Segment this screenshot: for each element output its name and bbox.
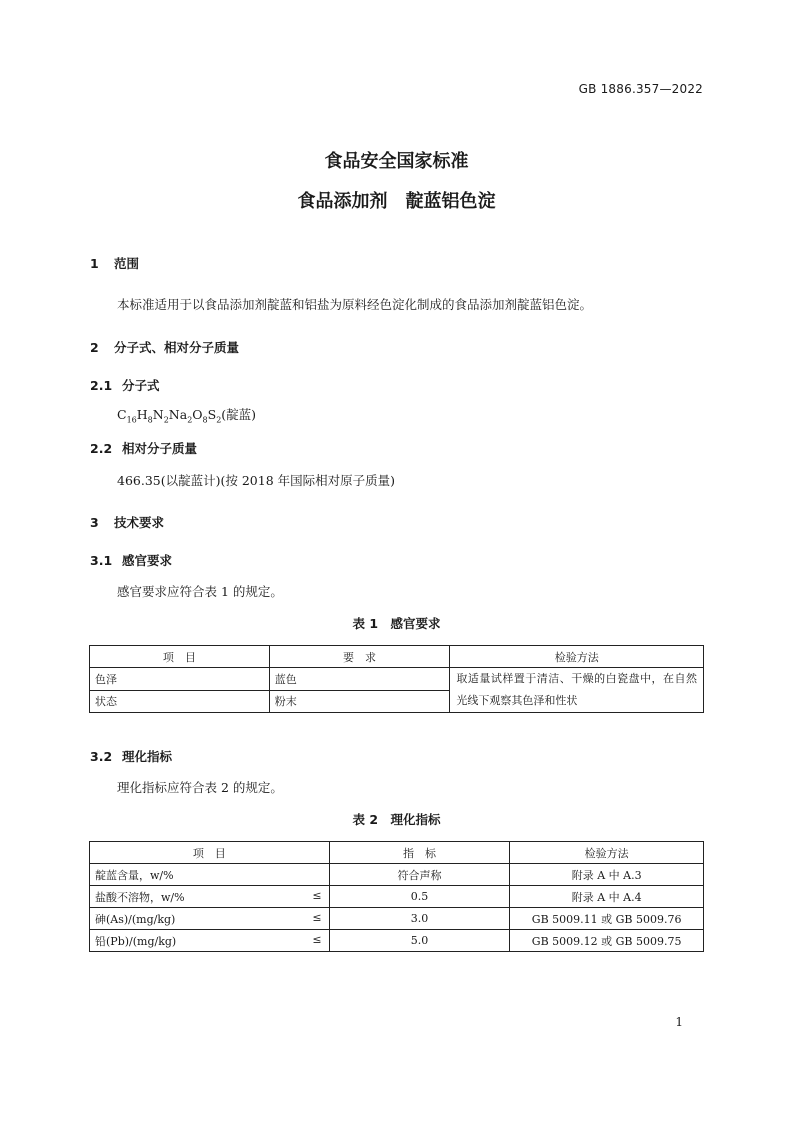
section-3-2-text: 理化指标应符合表 2 的规定。 bbox=[117, 780, 283, 795]
method-cell: GB 5009.12 或 GB 5009.75 bbox=[510, 930, 704, 952]
section-2-2-heading bbox=[90, 439, 197, 457]
section-3-heading bbox=[90, 513, 164, 531]
section-number: 3.2 bbox=[90, 749, 113, 764]
table-header-row bbox=[90, 646, 704, 668]
section-title: 相对分子质量 bbox=[122, 441, 198, 456]
physicochemical-indicators-table bbox=[89, 841, 704, 952]
molecular-formula: $C_{16}H_8N_2Na_2O_8S_2$(靛蓝) bbox=[117, 407, 257, 425]
document-title: 食品安全国家标准 bbox=[324, 151, 469, 172]
item-cell: 盐酸不溶物，w/% ≤ bbox=[90, 886, 330, 908]
section-3-1-heading bbox=[90, 551, 172, 569]
section-number: 3.1 bbox=[90, 553, 113, 568]
section-title: 分子式 bbox=[122, 378, 160, 393]
table-2-caption: 表 2 理化指标 bbox=[352, 812, 441, 827]
section-2-1-heading bbox=[90, 376, 160, 394]
section-3-1-text: 感官要求应符合表 1 的规定。 bbox=[117, 584, 283, 599]
section-title: 理化指标 bbox=[122, 749, 173, 764]
sensory-requirements-table bbox=[89, 645, 704, 713]
item-cell: 靛蓝含量，w/% bbox=[90, 864, 330, 886]
section-title: 范围 bbox=[114, 256, 140, 271]
value-cell: 3.0 bbox=[329, 908, 510, 930]
document-subtitle: 食品添加剂 靛蓝铝色淀 bbox=[297, 191, 496, 212]
value-cell: 符合声称 bbox=[329, 864, 510, 886]
column-header: 指 标 bbox=[329, 842, 510, 864]
item-cell: 铅(Pb)/(mg/kg) ≤ bbox=[90, 930, 330, 952]
table-row bbox=[90, 864, 704, 886]
section-number: 2.1 bbox=[90, 378, 113, 393]
section-1-heading bbox=[90, 254, 139, 272]
table-row bbox=[90, 908, 704, 930]
method-cell: 取适量试样置于清洁、干燥的白瓷盘中，在自然光线下观察其色泽和性状 bbox=[450, 668, 704, 713]
section-number: 2.2 bbox=[90, 441, 113, 456]
section-title: 技术要求 bbox=[114, 515, 165, 530]
section-number: 2 bbox=[90, 340, 99, 355]
section-number: 3 bbox=[90, 515, 99, 530]
section-title: 分子式、相对分子质量 bbox=[114, 340, 240, 355]
column-header: 要 求 bbox=[269, 646, 450, 668]
value-cell: 0.5 bbox=[329, 886, 510, 908]
section-title: 感官要求 bbox=[122, 553, 173, 568]
table-row bbox=[90, 930, 704, 952]
standard-number: GB 1886.357—2022 bbox=[578, 82, 703, 96]
page-number: 1 bbox=[675, 1015, 683, 1029]
table-row bbox=[90, 886, 704, 908]
column-header: 项 目 bbox=[90, 842, 330, 864]
item-cell: 色泽 bbox=[90, 668, 270, 691]
section-3-2-heading bbox=[90, 747, 172, 765]
section-number: 1 bbox=[90, 256, 99, 271]
table-header-row bbox=[90, 842, 704, 864]
section-1-text: 本标准适用于以食品添加剂靛蓝和铝盐为原料经色淀化制成的食品添加剂靛蓝铝色淀。 bbox=[117, 297, 593, 312]
item-cell: 砷(As)/(mg/kg) ≤ bbox=[90, 908, 330, 930]
method-cell: GB 5009.11 或 GB 5009.76 bbox=[510, 908, 704, 930]
method-cell: 附录 A 中 A.3 bbox=[510, 864, 704, 886]
requirement-cell: 粉末 bbox=[269, 690, 450, 713]
item-cell: 状态 bbox=[90, 690, 270, 713]
requirement-cell: 蓝色 bbox=[269, 668, 450, 691]
value-cell: 5.0 bbox=[329, 930, 510, 952]
column-header: 检验方法 bbox=[510, 842, 704, 864]
method-cell: 附录 A 中 A.4 bbox=[510, 886, 704, 908]
molecular-mass-text: 466.35(以靛蓝计)(按 2018 年国际相对原子质量) bbox=[117, 473, 396, 488]
column-header: 检验方法 bbox=[450, 646, 704, 668]
table-row bbox=[90, 668, 704, 691]
column-header: 项 目 bbox=[90, 646, 270, 668]
section-2-heading bbox=[90, 338, 239, 356]
table-1-caption: 表 1 感官要求 bbox=[352, 616, 441, 631]
